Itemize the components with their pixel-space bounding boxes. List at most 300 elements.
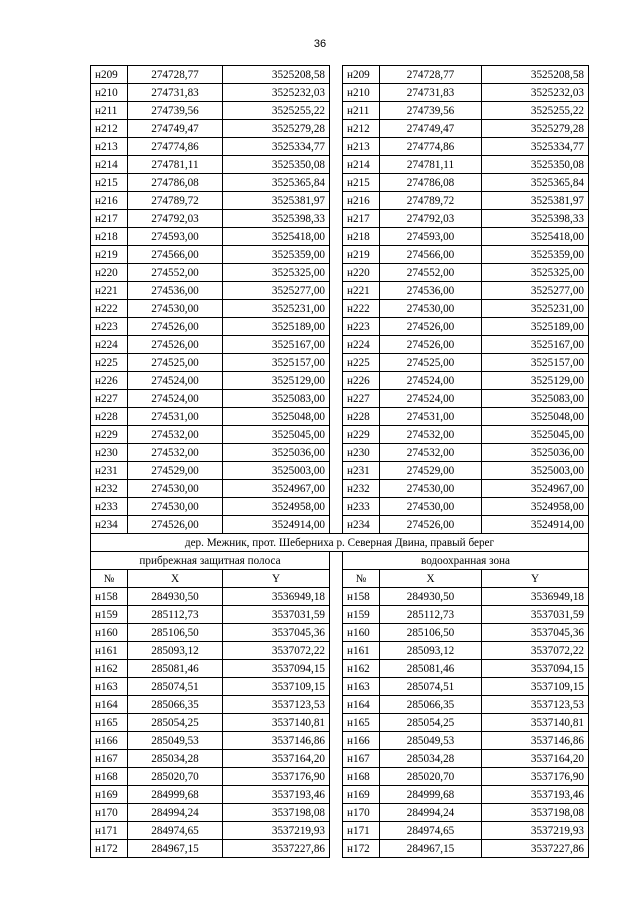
table-row: [91, 714, 589, 732]
x-coordinate-left: 274529,00: [128, 462, 223, 480]
column-gap: [330, 192, 343, 210]
y-coordinate-left: 3525003,00: [223, 462, 330, 480]
point-id-left: н222: [91, 300, 128, 318]
point-id-right: н212: [343, 120, 380, 138]
y-coordinate-right: 3537140,81: [482, 714, 589, 732]
y-coordinate-right: 3537227,86: [482, 840, 589, 858]
col-no-left: №: [91, 570, 128, 588]
y-coordinate-left: 3537146,86: [223, 732, 330, 750]
x-coordinate-right: 274532,00: [380, 426, 482, 444]
point-id-left: н164: [91, 696, 128, 714]
y-coordinate-right: 3537109,15: [482, 678, 589, 696]
column-gap: [330, 588, 343, 606]
table-row: [91, 480, 589, 498]
point-id-right: н220: [343, 264, 380, 282]
point-id-right: н221: [343, 282, 380, 300]
column-gap: [330, 210, 343, 228]
y-coordinate-right: 3537031,59: [482, 606, 589, 624]
y-coordinate-left: 3525381,97: [223, 192, 330, 210]
column-gap: [330, 444, 343, 462]
y-coordinate-right: 3537176,90: [482, 768, 589, 786]
x-coordinate-left: 274532,00: [128, 444, 223, 462]
x-coordinate-right: 274526,00: [380, 318, 482, 336]
table-row: [91, 462, 589, 480]
column-gap: [330, 804, 343, 822]
column-gap: [330, 570, 343, 588]
y-coordinate-left: 3537109,15: [223, 678, 330, 696]
table-row: [91, 318, 589, 336]
y-coordinate-right: 3525083,00: [482, 390, 589, 408]
x-coordinate-left: 284994,24: [128, 804, 223, 822]
table-row: [91, 408, 589, 426]
point-id-right: н228: [343, 408, 380, 426]
point-id-left: н230: [91, 444, 128, 462]
point-id-right: н224: [343, 336, 380, 354]
point-id-left: н172: [91, 840, 128, 858]
y-coordinate-left: 3537227,86: [223, 840, 330, 858]
col-no-right: №: [343, 570, 380, 588]
y-coordinate-right: 3525398,33: [482, 210, 589, 228]
table-row: [91, 372, 589, 390]
point-id-right: н219: [343, 246, 380, 264]
column-gap: [330, 768, 343, 786]
column-gap: [330, 606, 343, 624]
x-coordinate-right: 274731,83: [380, 84, 482, 102]
y-coordinate-right: 3536949,18: [482, 588, 589, 606]
x-coordinate-left: 274781,11: [128, 156, 223, 174]
point-id-right: н171: [343, 822, 380, 840]
x-coordinate-left: 274566,00: [128, 246, 223, 264]
y-coordinate-right: 3525381,97: [482, 192, 589, 210]
table-row: [91, 750, 589, 768]
column-gap: [330, 102, 343, 120]
point-id-right: н161: [343, 642, 380, 660]
col-y-left: Y: [223, 570, 330, 588]
y-coordinate-left: 3525167,00: [223, 336, 330, 354]
point-id-right: н158: [343, 588, 380, 606]
point-id-left: н228: [91, 408, 128, 426]
y-coordinate-left: 3525325,00: [223, 264, 330, 282]
point-id-left: н210: [91, 84, 128, 102]
point-id-left: н224: [91, 336, 128, 354]
col-x-right: X: [380, 570, 482, 588]
point-id-right: н231: [343, 462, 380, 480]
y-coordinate-left: 3525255,22: [223, 102, 330, 120]
x-coordinate-right: 274532,00: [380, 444, 482, 462]
column-gap: [330, 66, 343, 84]
table-row: [91, 732, 589, 750]
y-coordinate-left: 3525157,00: [223, 354, 330, 372]
y-coordinate-right: 3525359,00: [482, 246, 589, 264]
point-id-left: н233: [91, 498, 128, 516]
x-coordinate-left: 285093,12: [128, 642, 223, 660]
column-gap: [330, 840, 343, 858]
x-coordinate-right: 274566,00: [380, 246, 482, 264]
x-coordinate-right: 274525,00: [380, 354, 482, 372]
x-coordinate-right: 274530,00: [380, 300, 482, 318]
table-row: [91, 678, 589, 696]
column-gap: [330, 624, 343, 642]
x-coordinate-left: 274530,00: [128, 480, 223, 498]
point-id-right: н214: [343, 156, 380, 174]
point-id-right: н229: [343, 426, 380, 444]
column-gap: [330, 174, 343, 192]
y-coordinate-left: 3525398,33: [223, 210, 330, 228]
table-row: [91, 120, 589, 138]
y-coordinate-right: 3524914,00: [482, 516, 589, 534]
point-id-right: н166: [343, 732, 380, 750]
point-id-left: н227: [91, 390, 128, 408]
y-coordinate-left: 3525083,00: [223, 390, 330, 408]
page-number: 36: [313, 38, 327, 50]
point-id-left: н223: [91, 318, 128, 336]
point-id-left: н167: [91, 750, 128, 768]
point-id-right: н218: [343, 228, 380, 246]
point-id-left: н232: [91, 480, 128, 498]
x-coordinate-left: 274524,00: [128, 390, 223, 408]
x-coordinate-left: 274792,03: [128, 210, 223, 228]
x-coordinate-left: 274530,00: [128, 300, 223, 318]
table-row: [91, 84, 589, 102]
x-coordinate-left: 285081,46: [128, 660, 223, 678]
y-coordinate-right: 3537198,08: [482, 804, 589, 822]
point-id-right: н209: [343, 66, 380, 84]
x-coordinate-left: 285049,53: [128, 732, 223, 750]
x-coordinate-right: 274526,00: [380, 516, 482, 534]
table-body-top: [91, 66, 589, 534]
y-coordinate-left: 3537045,36: [223, 624, 330, 642]
point-id-right: н167: [343, 750, 380, 768]
x-coordinate-right: 284994,24: [380, 804, 482, 822]
point-id-right: н165: [343, 714, 380, 732]
x-coordinate-left: 285020,70: [128, 768, 223, 786]
table-row: [91, 516, 589, 534]
x-coordinate-right: 284930,50: [380, 588, 482, 606]
x-coordinate-left: 274728,77: [128, 66, 223, 84]
x-coordinate-right: 274593,00: [380, 228, 482, 246]
point-id-right: н211: [343, 102, 380, 120]
x-coordinate-left: 274526,00: [128, 516, 223, 534]
x-coordinate-right: 285020,70: [380, 768, 482, 786]
x-coordinate-right: 285093,12: [380, 642, 482, 660]
point-id-right: н210: [343, 84, 380, 102]
point-id-left: н158: [91, 588, 128, 606]
column-gap: [330, 300, 343, 318]
y-coordinate-left: 3537094,15: [223, 660, 330, 678]
y-coordinate-right: 3524958,00: [482, 498, 589, 516]
column-gap: [330, 732, 343, 750]
y-coordinate-right: 3525365,84: [482, 174, 589, 192]
column-gap: [330, 264, 343, 282]
y-coordinate-left: 3525232,03: [223, 84, 330, 102]
table-row: [91, 696, 589, 714]
point-id-right: н172: [343, 840, 380, 858]
y-coordinate-right: 3537219,93: [482, 822, 589, 840]
y-coordinate-left: 3537140,81: [223, 714, 330, 732]
point-id-right: н170: [343, 804, 380, 822]
y-coordinate-left: 3537123,53: [223, 696, 330, 714]
point-id-right: н233: [343, 498, 380, 516]
y-coordinate-right: 3537072,22: [482, 642, 589, 660]
point-id-right: н226: [343, 372, 380, 390]
point-id-right: н169: [343, 786, 380, 804]
table-row: [91, 102, 589, 120]
point-id-right: н215: [343, 174, 380, 192]
section-title-row: [91, 534, 589, 552]
x-coordinate-left: 284999,68: [128, 786, 223, 804]
table-row: [91, 786, 589, 804]
y-coordinate-left: 3537198,08: [223, 804, 330, 822]
y-coordinate-left: 3537031,59: [223, 606, 330, 624]
y-coordinate-left: 3537193,46: [223, 786, 330, 804]
column-gap: [330, 408, 343, 426]
point-id-right: н217: [343, 210, 380, 228]
y-coordinate-right: 3525277,00: [482, 282, 589, 300]
column-gap: [330, 822, 343, 840]
table-row: [91, 192, 589, 210]
y-coordinate-left: 3525277,00: [223, 282, 330, 300]
y-coordinate-right: 3525279,28: [482, 120, 589, 138]
y-coordinate-right: 3525255,22: [482, 102, 589, 120]
table-row: [91, 246, 589, 264]
point-id-left: н220: [91, 264, 128, 282]
y-coordinate-left: 3525231,00: [223, 300, 330, 318]
section-header: [91, 534, 589, 588]
column-gap: [330, 156, 343, 174]
table-row: [91, 444, 589, 462]
point-id-left: н219: [91, 246, 128, 264]
x-coordinate-right: 274786,08: [380, 174, 482, 192]
x-coordinate-right: 285066,35: [380, 696, 482, 714]
y-coordinate-left: 3525365,84: [223, 174, 330, 192]
table-row: [91, 354, 589, 372]
column-gap: [330, 84, 343, 102]
point-id-left: н209: [91, 66, 128, 84]
x-coordinate-right: 284999,68: [380, 786, 482, 804]
table-row: [91, 840, 589, 858]
y-coordinate-right: 3525189,00: [482, 318, 589, 336]
point-id-left: н218: [91, 228, 128, 246]
point-id-left: н162: [91, 660, 128, 678]
point-id-left: н231: [91, 462, 128, 480]
point-id-left: н163: [91, 678, 128, 696]
table-row: [91, 228, 589, 246]
x-coordinate-left: 274731,83: [128, 84, 223, 102]
point-id-left: н160: [91, 624, 128, 642]
table-row: [91, 138, 589, 156]
y-coordinate-left: 3525048,00: [223, 408, 330, 426]
x-coordinate-right: 284967,15: [380, 840, 482, 858]
y-coordinate-left: 3525334,77: [223, 138, 330, 156]
x-coordinate-right: 274530,00: [380, 480, 482, 498]
table-body-bottom: [91, 588, 589, 858]
y-coordinate-right: 3537193,46: [482, 786, 589, 804]
y-coordinate-right: 3524967,00: [482, 480, 589, 498]
x-coordinate-left: 285054,25: [128, 714, 223, 732]
point-id-left: н211: [91, 102, 128, 120]
y-coordinate-right: 3525048,00: [482, 408, 589, 426]
x-coordinate-right: 285034,28: [380, 750, 482, 768]
table-row: [91, 822, 589, 840]
x-coordinate-right: 274792,03: [380, 210, 482, 228]
x-coordinate-left: 274536,00: [128, 282, 223, 300]
table-row: [91, 804, 589, 822]
column-gap: [330, 246, 343, 264]
point-id-left: н212: [91, 120, 128, 138]
x-coordinate-left: 285106,50: [128, 624, 223, 642]
x-coordinate-right: 274536,00: [380, 282, 482, 300]
table-row: [91, 174, 589, 192]
table-row: [91, 390, 589, 408]
x-coordinate-left: 274530,00: [128, 498, 223, 516]
point-id-left: н169: [91, 786, 128, 804]
column-gap: [330, 138, 343, 156]
y-coordinate-right: 3525350,08: [482, 156, 589, 174]
table-row: [91, 768, 589, 786]
column-gap: [330, 318, 343, 336]
column-gap: [330, 552, 343, 570]
column-gap: [330, 462, 343, 480]
column-gap: [330, 642, 343, 660]
x-coordinate-right: 284974,65: [380, 822, 482, 840]
y-coordinate-right: 3537045,36: [482, 624, 589, 642]
y-coordinate-left: 3525045,00: [223, 426, 330, 444]
x-coordinate-right: 274789,72: [380, 192, 482, 210]
point-id-left: н214: [91, 156, 128, 174]
y-coordinate-right: 3525325,00: [482, 264, 589, 282]
coordinates-table: [90, 65, 589, 858]
column-gap: [330, 498, 343, 516]
x-coordinate-right: 274524,00: [380, 372, 482, 390]
point-id-right: н213: [343, 138, 380, 156]
right-zone-label: водоохранная зона: [343, 552, 589, 570]
y-coordinate-right: 3537164,20: [482, 750, 589, 768]
x-coordinate-right: 274781,11: [380, 156, 482, 174]
y-coordinate-left: 3537072,22: [223, 642, 330, 660]
point-id-left: н221: [91, 282, 128, 300]
x-coordinate-left: 274531,00: [128, 408, 223, 426]
x-coordinate-left: 274593,00: [128, 228, 223, 246]
table-row: [91, 606, 589, 624]
x-coordinate-right: 285106,50: [380, 624, 482, 642]
x-coordinate-left: 284967,15: [128, 840, 223, 858]
x-coordinate-left: 285034,28: [128, 750, 223, 768]
x-coordinate-right: 274552,00: [380, 264, 482, 282]
point-id-right: н168: [343, 768, 380, 786]
point-id-left: н225: [91, 354, 128, 372]
section-title: дер. Межник, прот. Шеберниха р. Северная Двина, правый берег: [91, 534, 589, 552]
x-coordinate-right: 274530,00: [380, 498, 482, 516]
table-row: [91, 156, 589, 174]
x-coordinate-left: 284930,50: [128, 588, 223, 606]
column-gap: [330, 660, 343, 678]
y-coordinate-right: 3525232,03: [482, 84, 589, 102]
column-gap: [330, 678, 343, 696]
column-gap: [330, 372, 343, 390]
y-coordinate-right: 3525129,00: [482, 372, 589, 390]
point-id-left: н215: [91, 174, 128, 192]
point-id-left: н170: [91, 804, 128, 822]
point-id-left: н159: [91, 606, 128, 624]
column-gap: [330, 750, 343, 768]
column-gap: [330, 336, 343, 354]
point-id-right: н216: [343, 192, 380, 210]
point-id-right: н234: [343, 516, 380, 534]
column-header-row: [91, 570, 589, 588]
y-coordinate-right: 3537123,53: [482, 696, 589, 714]
x-coordinate-left: 274786,08: [128, 174, 223, 192]
x-coordinate-right: 274524,00: [380, 390, 482, 408]
point-id-right: н159: [343, 606, 380, 624]
x-coordinate-right: 285081,46: [380, 660, 482, 678]
x-coordinate-left: 274532,00: [128, 426, 223, 444]
x-coordinate-left: 274739,56: [128, 102, 223, 120]
x-coordinate-right: 274529,00: [380, 462, 482, 480]
y-coordinate-left: 3525359,00: [223, 246, 330, 264]
column-gap: [330, 390, 343, 408]
column-gap: [330, 426, 343, 444]
x-coordinate-right: 274526,00: [380, 336, 482, 354]
x-coordinate-left: 284974,65: [128, 822, 223, 840]
x-coordinate-left: 274749,47: [128, 120, 223, 138]
x-coordinate-left: 274552,00: [128, 264, 223, 282]
y-coordinate-left: 3537164,20: [223, 750, 330, 768]
table-row: [91, 624, 589, 642]
table-row: [91, 210, 589, 228]
x-coordinate-right: 285074,51: [380, 678, 482, 696]
x-coordinate-right: 274774,86: [380, 138, 482, 156]
y-coordinate-right: 3525208,58: [482, 66, 589, 84]
y-coordinate-left: 3525208,58: [223, 66, 330, 84]
y-coordinate-left: 3525189,00: [223, 318, 330, 336]
x-coordinate-left: 285066,35: [128, 696, 223, 714]
x-coordinate-right: 274531,00: [380, 408, 482, 426]
table-row: [91, 588, 589, 606]
x-coordinate-left: 274526,00: [128, 318, 223, 336]
x-coordinate-right: 274728,77: [380, 66, 482, 84]
x-coordinate-left: 274524,00: [128, 372, 223, 390]
x-coordinate-right: 274749,47: [380, 120, 482, 138]
table-row: [91, 660, 589, 678]
point-id-left: н226: [91, 372, 128, 390]
x-coordinate-right: 274739,56: [380, 102, 482, 120]
point-id-left: н216: [91, 192, 128, 210]
column-gap: [330, 696, 343, 714]
x-coordinate-left: 274789,72: [128, 192, 223, 210]
y-coordinate-right: 3525231,00: [482, 300, 589, 318]
col-y-right: Y: [482, 570, 589, 588]
point-id-left: н168: [91, 768, 128, 786]
point-id-left: н171: [91, 822, 128, 840]
left-zone-label: прибрежная защитная полоса: [91, 552, 330, 570]
x-coordinate-left: 274526,00: [128, 336, 223, 354]
point-id-left: н213: [91, 138, 128, 156]
point-id-left: н217: [91, 210, 128, 228]
column-gap: [330, 516, 343, 534]
y-coordinate-right: 3537146,86: [482, 732, 589, 750]
table-row: [91, 300, 589, 318]
x-coordinate-right: 285112,73: [380, 606, 482, 624]
point-id-left: н165: [91, 714, 128, 732]
y-coordinate-left: 3525350,08: [223, 156, 330, 174]
point-id-right: н164: [343, 696, 380, 714]
column-gap: [330, 354, 343, 372]
y-coordinate-left: 3537219,93: [223, 822, 330, 840]
point-id-right: н225: [343, 354, 380, 372]
y-coordinate-left: 3537176,90: [223, 768, 330, 786]
table-row: [91, 642, 589, 660]
table-row: [91, 264, 589, 282]
